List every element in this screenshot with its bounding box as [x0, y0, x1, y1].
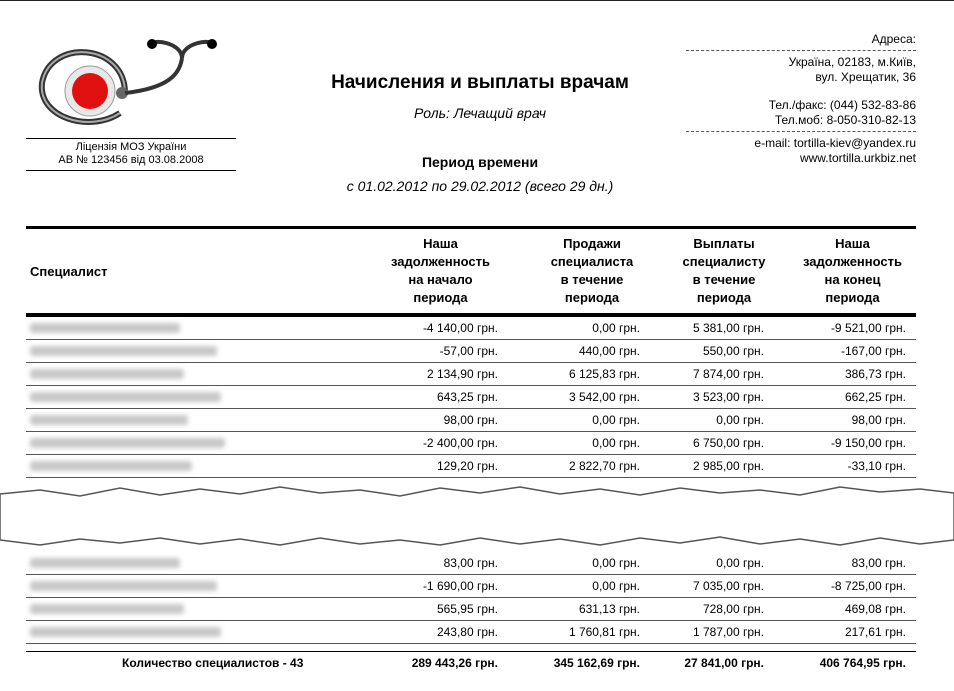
specialists-table [26, 226, 916, 478]
period-range: с 01.02.2012 по 29.02.2012 (всего 29 дн.) [346, 178, 614, 194]
specialists-count: Количество специалистов - 43 [122, 656, 304, 670]
cell-debt-start: 565,95 грн. [436, 602, 498, 616]
specialist-name-redacted [30, 392, 221, 402]
cell-sales: 440,00 грн. [578, 344, 640, 358]
address-line2: вул. Хрещатик, 36 [815, 70, 916, 84]
cell-debt-start: 2 134,90 грн. [426, 367, 498, 381]
cell-debt-end: -9 150,00 грн. [830, 436, 906, 450]
specialist-name-redacted [30, 558, 180, 568]
divider [686, 131, 916, 132]
cell-sales: 0,00 грн. [592, 579, 640, 593]
report-title: Начисления и выплаты врачам [331, 72, 629, 93]
clinic-logo [30, 33, 240, 138]
header-debt-end: Наша задолженность на конец периода [803, 236, 902, 305]
specialist-name-redacted [30, 323, 180, 333]
header-sales: Продажи специалиста в течение периода [550, 236, 634, 305]
cell-debt-start: 243,80 грн. [436, 625, 498, 639]
cell-debt-start: -4 140,00 грн. [422, 321, 498, 335]
license-line1: Ліцензія МОЗ України [75, 141, 187, 153]
torn-paper-divider [0, 478, 954, 556]
table-row [26, 386, 916, 409]
table-row [26, 621, 916, 644]
top-border [0, 0, 954, 1]
specialist-name-redacted [30, 604, 184, 614]
cell-debt-start: 129,20 грн. [436, 459, 498, 473]
cell-debt-start: 643,25 грн. [436, 390, 498, 404]
table-row [26, 363, 916, 386]
website: www.tortilla.urkbiz.net [799, 151, 916, 165]
cell-payments: 2 985,00 грн. [692, 459, 764, 473]
table-row [26, 409, 916, 432]
cell-payments: 1 787,00 грн. [692, 625, 764, 639]
total-debt-end: 406 764,95 грн. [819, 656, 906, 670]
address-label: Адреса: [871, 32, 916, 46]
license-line2: АВ № 123456 від 03.08.2008 [58, 154, 204, 166]
cell-sales: 2 822,70 грн. [568, 459, 640, 473]
cell-debt-start: -2 400,00 грн. [422, 436, 498, 450]
total-payments: 27 841,00 грн. [684, 656, 764, 670]
header-payments: Выплаты специалисту в течение периода [682, 236, 766, 305]
cell-debt-end: 469,08 грн. [844, 602, 906, 616]
cell-debt-start: 83,00 грн. [443, 556, 498, 570]
totals-row [26, 651, 916, 674]
cell-debt-end: -9 521,00 грн. [830, 321, 906, 335]
cell-sales: 0,00 грн. [592, 321, 640, 335]
specialist-name-redacted [30, 415, 188, 425]
cell-sales: 631,13 грн. [578, 602, 640, 616]
specialists-table-continued [26, 552, 916, 644]
table-row [26, 598, 916, 621]
specialist-name-redacted [30, 581, 217, 591]
period-heading: Период времени [421, 154, 539, 170]
cell-payments: 6 750,00 грн. [692, 436, 764, 450]
specialist-name-redacted [30, 369, 184, 379]
cell-payments: 0,00 грн. [716, 556, 764, 570]
cell-debt-end: -33,10 грн. [847, 459, 906, 473]
address-block [686, 32, 916, 166]
cell-debt-end: 217,61 грн. [844, 625, 906, 639]
table-row [26, 455, 916, 478]
cell-debt-end: 98,00 грн. [851, 413, 906, 427]
cell-debt-start: 98,00 грн. [443, 413, 498, 427]
table-row [26, 575, 916, 598]
cell-payments: 3 523,00 грн. [692, 390, 764, 404]
cell-sales: 0,00 грн. [592, 436, 640, 450]
table-row [26, 340, 916, 363]
cell-payments: 7 874,00 грн. [692, 367, 764, 381]
specialist-name-redacted [30, 438, 225, 448]
mobile: Тел.моб: 8-050-310-82-13 [774, 113, 916, 127]
specialist-name-redacted [30, 346, 217, 356]
license-block [26, 138, 236, 171]
cell-payments: 0,00 грн. [716, 413, 764, 427]
cell-debt-end: -8 725,00 грн. [830, 579, 906, 593]
cell-sales: 1 760,81 грн. [568, 625, 640, 639]
cell-sales: 0,00 грн. [592, 556, 640, 570]
cell-debt-start: -1 690,00 грн. [422, 579, 498, 593]
stethoscope-logo-icon [30, 33, 240, 138]
table-body-top [26, 317, 916, 478]
specialist-name-redacted [30, 627, 221, 637]
cell-payments: 728,00 грн. [702, 602, 764, 616]
total-debt-start: 289 443,26 грн. [411, 656, 498, 670]
cell-sales: 0,00 грн. [592, 413, 640, 427]
cell-debt-end: 83,00 грн. [851, 556, 906, 570]
total-sales: 345 162,69 грн. [553, 656, 640, 670]
header-specialist: Специалист [30, 264, 108, 279]
table-body-bottom [26, 552, 916, 644]
table-row [26, 317, 916, 340]
header-debt-start: Наша задолженность на начало периода [391, 236, 490, 305]
table-row [26, 432, 916, 455]
address-line1: Україна, 02183, м.Київ, [788, 55, 916, 69]
cell-debt-end: -167,00 грн. [840, 344, 906, 358]
specialist-name-redacted [30, 461, 192, 471]
phone: Тел./факс: (044) 532-83-86 [768, 98, 916, 112]
table-row [26, 552, 916, 575]
cell-payments: 550,00 грн. [702, 344, 764, 358]
cell-sales: 6 125,83 грн. [568, 367, 640, 381]
cell-debt-end: 386,73 грн. [844, 367, 906, 381]
cell-sales: 3 542,00 грн. [568, 390, 640, 404]
report-role: Роль: Лечащий врач [414, 105, 546, 121]
cell-payments: 7 035,00 грн. [692, 579, 764, 593]
cell-debt-start: -57,00 грн. [439, 344, 498, 358]
cell-debt-end: 662,25 грн. [844, 390, 906, 404]
cell-payments: 5 381,00 грн. [692, 321, 764, 335]
table-header [26, 226, 916, 317]
email: e-mail: tortilla-kiev@yandex.ru [754, 136, 916, 150]
divider [686, 50, 916, 51]
